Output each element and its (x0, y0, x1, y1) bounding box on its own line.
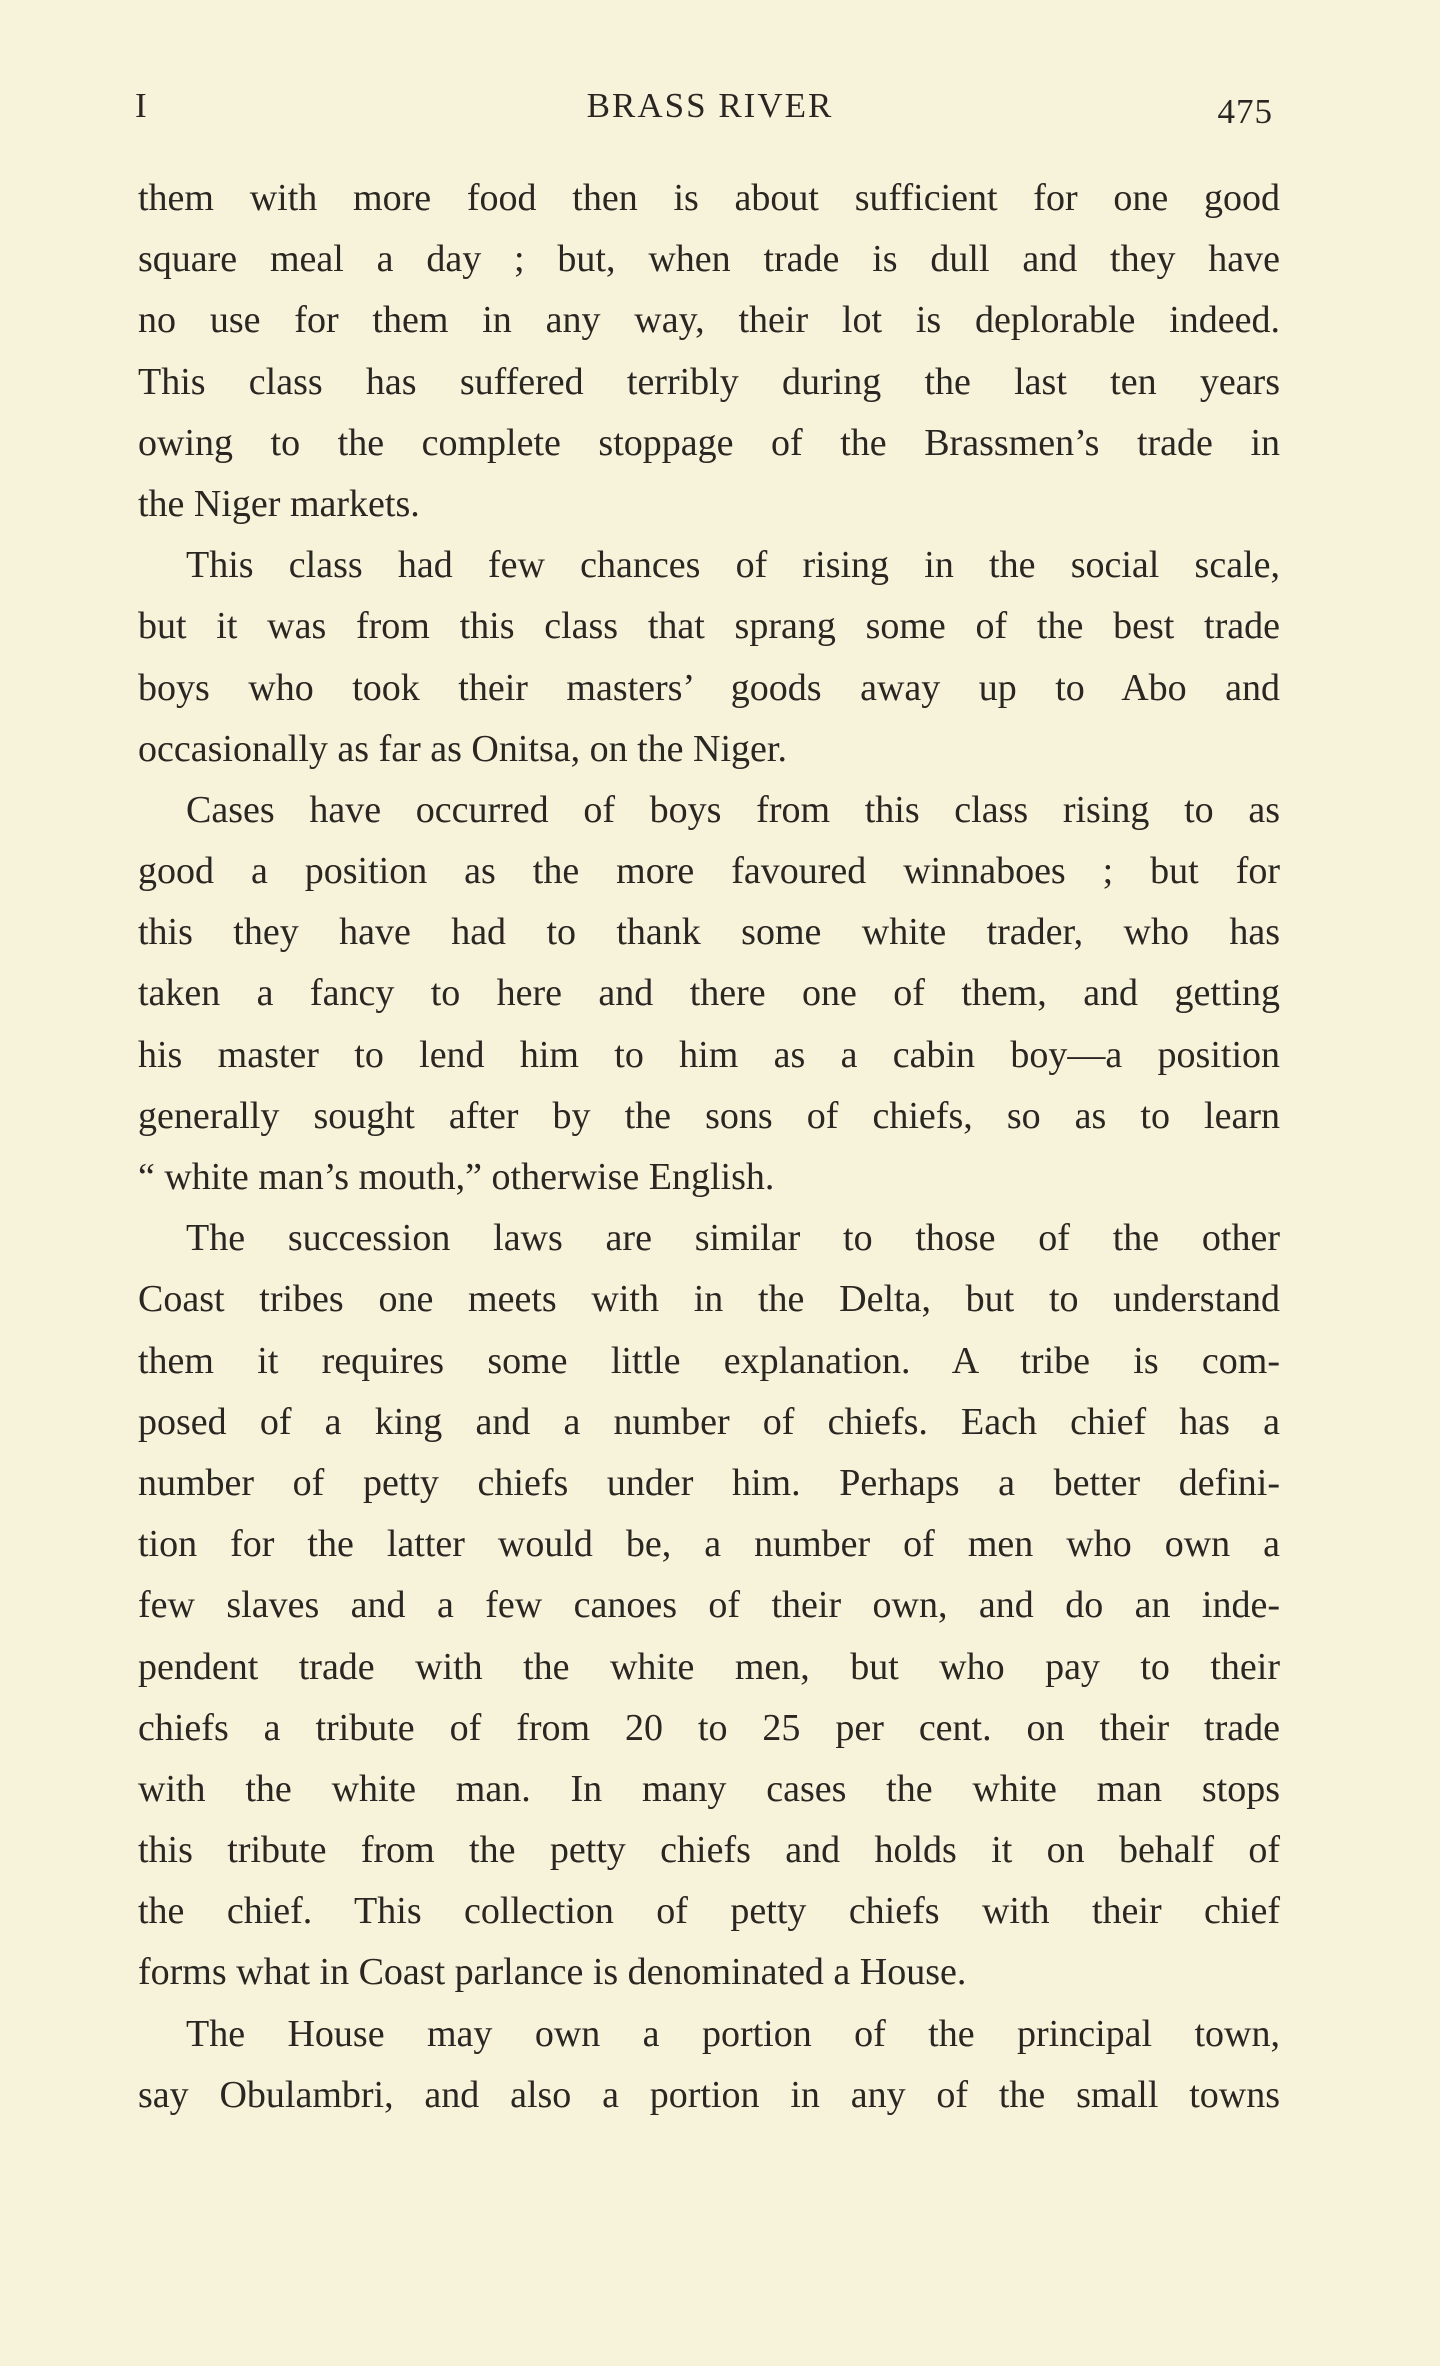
text-line: chiefs a tribute of from 20 to 25 per cent. on their trade (138, 1706, 1280, 1749)
text-line: tion for the latter would be, a number of men who own a (138, 1523, 1280, 1566)
text-line: good a position as the more favoured winnaboes ; but for (138, 850, 1280, 893)
running-head (135, 86, 1285, 136)
page-number: 475 (1217, 92, 1273, 131)
text-line: This class has suffered terribly during the last ten years (138, 360, 1280, 403)
text-line: this tribute from the petty chiefs and holds it on behalf of (138, 1829, 1280, 1872)
text-line: few slaves and a few canoes of their own, and do an inde- (138, 1584, 1280, 1627)
text-line: no use for them in any way, their lot is deplorable indeed. (138, 299, 1280, 342)
text-line: say Obulambri, and also a portion in any of the small towns (138, 2073, 1280, 2116)
text-line: The succession laws are similar to those of the other (186, 1217, 1280, 1260)
text-line: The House may own a portion of the principal town, (186, 2012, 1280, 2055)
text-line: them with more food then is about sufficient for one good (138, 177, 1280, 219)
text-line: boys who took their masters’ goods away up to Abo and (138, 666, 1280, 709)
text-line: posed of a king and a number of chiefs. Each chief has a (138, 1400, 1280, 1443)
text-line: “ white man’s mouth,” otherwise English. (138, 1156, 775, 1198)
running-title: BRASS RIVER (586, 86, 834, 125)
body-text (138, 168, 1280, 2126)
text-line: generally sought after by the sons of chiefs, so as to learn (138, 1094, 1280, 1137)
text-line: taken a fancy to here and there one of them, and getting (138, 972, 1280, 1015)
text-line: them it requires some little explanation. A tribe is com- (138, 1339, 1280, 1382)
text-line: Coast tribes one meets with in the Delta, but to understand (138, 1278, 1280, 1321)
text-line: his master to lend him to him as a cabin boy—a position (138, 1033, 1280, 1076)
text-line: occasionally as far as Onitsa, on the Niger. (138, 727, 787, 770)
text-line: forms what in Coast parlance is denominated a House. (138, 1951, 967, 1994)
text-line: but it was from this class that sprang some of the best trade (138, 605, 1280, 648)
text-line: pendent trade with the white men, but who pay to their (138, 1645, 1280, 1688)
text-line: this they have had to thank some white trader, who has (138, 911, 1280, 954)
text-line: number of petty chiefs under him. Perhaps a better defini- (138, 1461, 1280, 1504)
text-line: the Niger markets. (138, 482, 420, 525)
text-line: Cases have occurred of boys from this class rising to as (186, 788, 1280, 831)
chapter-numeral: I (135, 86, 148, 125)
text-line: owing to the complete stoppage of the Brassmen’s trade in (138, 421, 1280, 464)
text-line: with the white man. In many cases the white man stops (138, 1767, 1280, 1810)
text-line: square meal a day ; but, when trade is dull and they have (138, 238, 1280, 281)
text-line: the chief. This collection of petty chiefs with their chief (138, 1890, 1280, 1933)
text-line: This class had few chances of rising in the social scale, (186, 544, 1280, 587)
